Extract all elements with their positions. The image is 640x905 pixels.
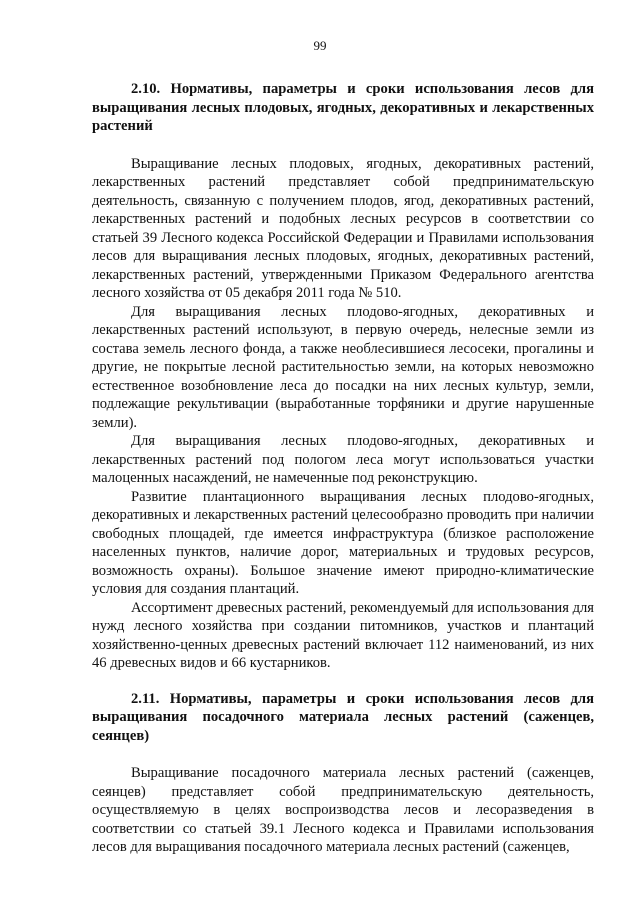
section-heading-2-10: 2.10. Нормативы, параметры и сроки использования лесов для выращивания лесных плодовых, ягодных, декоративных и лекарственных растений xyxy=(92,81,594,134)
paragraph: Выращивание лесных плодовых, ягодных, декоративных растений, лекарственных растений представляет собой предпринимательскую деятельность, связанную с получением плодов, ягод, декоративных растений, лекарственных растений и подобных лесных ресурсов в соответствии со статьей 39 Лесного кодекса Российской Федерации и Правилами использования лесов для выращивания лесных плодовых, ягодных, декоративных растений, лекарственных растений, утвержденными Приказом Федерального агентства лесного хозяйства от 05 декабря 2011 года № 510. xyxy=(92,155,594,301)
paragraph: Ассортимент древесных растений, рекомендуемый для использования для нужд лесного хозяйства при создании питомников, участков и плантаций хозяйственно-ценных древесных растений включает 112 наименований, из них 46 древесных видов и 66 кустарников. xyxy=(92,599,594,671)
spacer xyxy=(92,136,594,155)
paragraph: Выращивание посадочного материала лесных растений (саженцев, сеянцев) представляет собой предпринимательскую деятельность, осуществляемую в целях воспроизводства лесов и лесоразведения в соответствии со статьей 39.1 Лесного кодекса и Правилами использования лесов для выращивания посадочного материала лесных растений (саженцев, xyxy=(92,765,594,855)
paragraph: Развитие плантационного выращивания лесных плодово-ягодных, декоративных и лекарственных растений целесообразно проводить при наличии свободных площадей, где имеется инфраструктура (близкое расположение населенных пунктов, наличие дорог, материальных и трудовых ресурсов, возможность охраны). Большое значение имеют природно-климатические условия для создания плантаций. xyxy=(92,488,594,597)
spacer xyxy=(92,745,594,764)
paragraph: Для выращивания лесных плодово-ягодных, декоративных и лекарственных растений используют, в первую очередь, нелесные земли из состава земель лесного фонда, а также необлесившиеся лесосеки, прогалины и другие, не покрытые лесной растительностью земли, на которых невозможно естественное возобновление леса до посадки на них лесных культур, земли, подлежащие рекультивации (выработанные торфяники и другие нарушенные земли). xyxy=(92,303,594,431)
spacer xyxy=(92,673,594,690)
document-body xyxy=(92,80,594,857)
section-heading-2-11: 2.11. Нормативы, параметры и сроки использования лесов для выращивания посадочного материала лесных растений (саженцев, сеянцев) xyxy=(92,690,594,744)
paragraph: Для выращивания лесных плодово-ягодных, декоративных и лекарственных растений под пологом леса могут использоваться участки малоценных насаждений, не намеченные под реконструкцию. xyxy=(92,433,594,486)
page-number: 99 xyxy=(313,38,327,53)
